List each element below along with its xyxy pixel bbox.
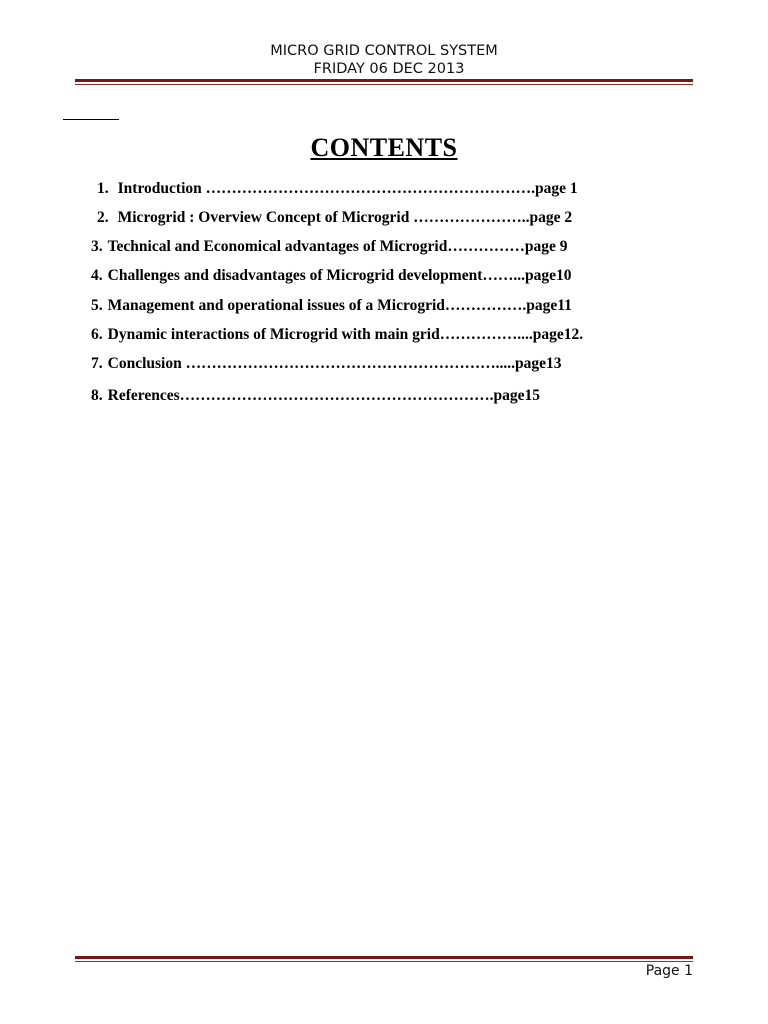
toc-label: Dynamic interactions of Microgrid with main grid bbox=[107, 326, 440, 343]
toc-label: Conclusion bbox=[107, 355, 182, 372]
toc-page: page 2 bbox=[529, 209, 573, 226]
toc-entry-management[interactable]: 5. Management and operational issues of a Microgrid…………….page11 bbox=[91, 297, 572, 314]
toc-label: Technical and Economical advantages of Microgrid bbox=[107, 238, 448, 255]
toc-label: Challenges and disadvantages of Microgrid development bbox=[107, 267, 483, 284]
toc-page: page 9 bbox=[524, 238, 568, 255]
toc-entry-introduction[interactable]: 1. Introduction ……………………………………………………….page 1 bbox=[97, 180, 578, 197]
contents-title: CONTENTS bbox=[310, 133, 458, 162]
toc-page: .....page13 bbox=[495, 355, 562, 372]
toc-page: page 1 bbox=[535, 180, 578, 197]
toc-label: References bbox=[107, 387, 180, 404]
short-underline bbox=[63, 119, 119, 120]
toc-page: ..page12. bbox=[524, 326, 584, 343]
toc-label: Microgrid : Overview Concept of Microgrid bbox=[117, 209, 410, 226]
toc-entry-conclusion[interactable]: 7. Conclusion …………………………………………………….....page13 bbox=[91, 355, 562, 372]
toc-page: .page15 bbox=[489, 387, 541, 404]
page-header bbox=[0, 42, 768, 78]
toc-label: Introduction bbox=[117, 180, 202, 197]
toc-entry-advantages[interactable]: 3. Technical and Economical advantages of Microgrid……………page 9 bbox=[91, 238, 568, 255]
toc-entry-challenges[interactable]: 4. Challenges and disadvantages of Microgrid development……...page10 bbox=[91, 267, 572, 284]
header-date: FRIDAY 06 DEC 2013 bbox=[313, 61, 465, 77]
header-rule bbox=[75, 79, 693, 85]
toc-entry-dynamic-interactions[interactable]: 6. Dynamic interactions of Microgrid with main grid……………....page12. bbox=[91, 326, 584, 343]
page-number: Page 1 bbox=[645, 963, 693, 979]
toc-entry-microgrid-overview[interactable]: 2. Microgrid : Overview Concept of Microgrid …………………..page 2 bbox=[97, 209, 573, 226]
toc-page: .page10 bbox=[521, 267, 572, 284]
toc-page: page11 bbox=[526, 297, 572, 314]
toc-entry-references[interactable]: 8. References…………………………………………………….page15 bbox=[91, 387, 541, 404]
toc-label: Management and operational issues of a Microgrid bbox=[107, 297, 445, 314]
footer-rule bbox=[75, 956, 693, 962]
header-title: MICRO GRID CONTROL SYSTEM bbox=[270, 43, 498, 59]
